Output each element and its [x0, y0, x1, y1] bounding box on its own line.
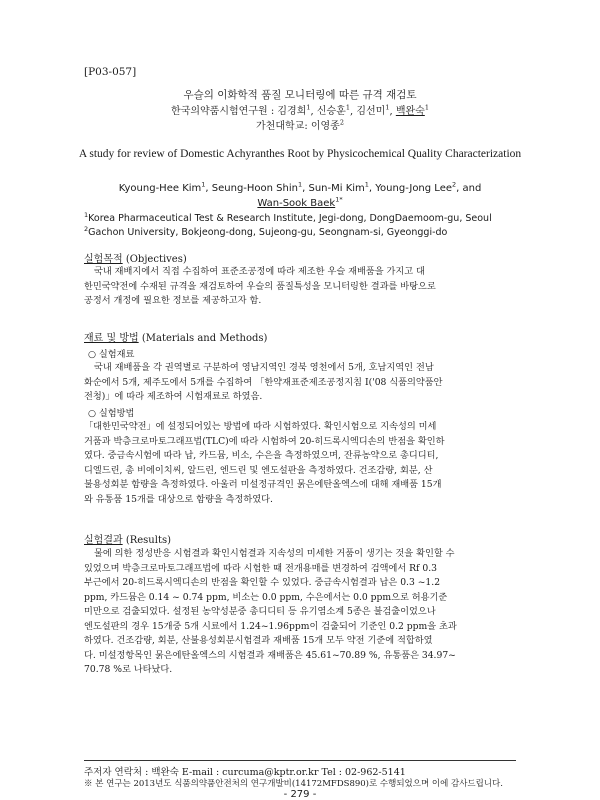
materials-line: 국내 재배품을 각 권역별로 구분하여 영남지역인 경북 영천에서 5개, 호남지역인 전남 [94, 362, 434, 373]
korean-second-affil-text: 가천대학교: 이영종 [256, 121, 340, 132]
abstract-code: [P03-057] [84, 66, 137, 78]
title-english: A study for review of Domestic Achyranthes Root by Physicochemical Quality Characterization [78, 148, 522, 160]
affiliation-1-sup: 1 [84, 210, 89, 219]
title-korean: 우슬의 이화학적 품질 모니터링에 따른 규격 재검토 [183, 89, 417, 101]
page-number: - 279 - [283, 789, 317, 800]
korean-second-affil-sup: 2 [339, 118, 344, 127]
methods-line: 디엘드린, 총 비에이치씨, 알드린, 엔드린 및 엔도설판을 측정하였다. 건조감량, 회분, 산 [84, 464, 433, 476]
korean-authors-line [0, 102, 600, 117]
results-heading-ko: 실험결과 [84, 535, 123, 546]
footer-divider [84, 760, 516, 761]
affiliation-1-text: Korea Pharmaceutical Test & Research Institute, Jegi-dong, DongDaemoom-gu, Seoul [88, 213, 492, 224]
english-authors [60, 181, 540, 211]
results-line: 물에 의한 정성반응 시험결과 확인시험결과 지속성의 미세한 거품이 생기는 것을 확인할 수 [94, 548, 455, 559]
affiliation-2 [84, 224, 524, 238]
results-line: 엔도설판의 경우 15개중 5개 시료에서 1.24~1.96ppm이 검출되어 기준인 0.2 ppm을 초과 [84, 620, 457, 632]
korean-author-sup-3: 1 [385, 103, 390, 112]
objectives-line: 공정서 개정에 필요한 정보를 제공하고자 함. [84, 295, 262, 306]
materials-bullet: ○ 실험재료 [88, 349, 135, 360]
results-line: 다. 미설정항목인 묽은에탄올엑스의 시험결과 재배품은 45.61~70.89 %, 유통품은 34.97~ [84, 649, 456, 661]
methods-body [84, 420, 516, 507]
affiliation-2-text: Gachon University, Bokjeong-dong, Sujeong-gu, Seongnam-si, Gyeonggi-do [88, 227, 448, 238]
author-and: , and [456, 183, 482, 194]
contact-line: 주저자 연락처 : 백완숙 E-mail : curcuma@kptr.or.kr Tel : 02-962-5141 [84, 767, 406, 778]
korean-authors-text: 한국의약품시험연구원 : 김경희 [171, 106, 307, 117]
author-4-sup: 2 [452, 180, 457, 189]
corresponding-author: Wan-Sook Baek [257, 198, 336, 209]
author-2-sup: 1 [297, 180, 303, 189]
results-heading [84, 531, 171, 546]
corresponding-author-sup: 1* [335, 195, 343, 204]
korean-author-sup-2: 1 [345, 103, 350, 112]
korean-authors-sep-1: , 신승훈 [310, 106, 346, 117]
results-line: 미만으로 검출되었다. 설정된 농약성분중 총디디티 등 유기염소계 5종은 불검출이었으나 [84, 606, 436, 617]
results-line: 하였다. 건조감량, 회분, 산불용성회분시험결과 재배품 15개 모두 약전 기준에 적합하였 [84, 635, 433, 646]
methods-line: 였다. 중금속시험에 따라 납, 카드뮴, 비소, 수은을 측정하였으며, 잔류농약으로 총디디티, [84, 450, 439, 461]
materials-line: 전청)」에 따라 제조하여 시험재료로 하였음. [84, 391, 263, 402]
author-4: , Young-Jong Lee [368, 183, 452, 194]
results-line: 70.78 %로 나타났다. [84, 664, 173, 675]
objectives-heading [84, 250, 187, 265]
objectives-line: 국내 재배지에서 직접 수집하여 표준조공정에 따라 제조한 우슬 재배품을 가지고 대 [94, 266, 425, 277]
results-heading-en: (Results) [122, 535, 171, 546]
author-2: , Seung-Hoon Shin [205, 183, 298, 194]
results-line: 있었으며 박층크로마토그래프법에 따라 시험한 때 전개용매를 변경하여 검액에서 Rf 0.3 [84, 562, 437, 574]
materials-line: 화순에서 5개, 제주도에서 5개를 수집하여 「한약재표준제조공정지침 I('08 식품의약품안 [84, 376, 443, 388]
objectives-heading-en: (Objectives) [122, 254, 187, 265]
methods-heading-en: (Materials and Methods) [138, 333, 268, 344]
author-1-sup: 1 [201, 180, 206, 189]
results-line: ppm, 카드뮴은 0.14 ~ 0.74 ppm, 비소는 0.0 ppm, 수은에서는 0.0 ppm으로 허용기준 [84, 591, 448, 603]
korean-corresponding-author: 백완숙 [395, 106, 425, 117]
korean-second-affiliation [0, 117, 600, 132]
funding-note: ※ 본 연구는 2013년도 식품의약품안전처의 연구개발비(14172MFDS890)로 수행되었으며 이에 감사드립니다. [84, 779, 503, 789]
korean-authors-sep-3: , [389, 106, 396, 117]
results-line: 부근에서 20-히드록시엑디손의 반점을 확인할 수 있었다. 중금속시험결과 납은 0.3 ~1.2 [84, 577, 441, 588]
methods-line: 불용성회분 함량을 측정하였다. 아울러 미설정규격인 묽은에탄올엑스에 대해 재배품 15개 [84, 479, 442, 490]
affiliation-2-sup: 2 [84, 224, 89, 233]
methods-line: 와 유통품 15개를 대상으로 함량을 측정하였다. [84, 493, 273, 505]
affiliation-1 [84, 210, 524, 224]
korean-authors-sep-2: , 김선미 [349, 106, 386, 117]
materials-body [84, 361, 516, 405]
author-1: Kyoung-Hee Kim [118, 183, 202, 194]
korean-author-sup-4: 1 [424, 103, 429, 112]
methods-bullet: ○ 실험방법 [88, 408, 135, 419]
methods-heading-ko: 재료 및 방법 [84, 333, 139, 344]
results-body [84, 547, 516, 678]
objectives-body [84, 265, 516, 309]
objectives-heading-ko: 실험목적 [84, 254, 123, 265]
methods-line: 거품과 박층크로마토그래프법(TLC)에 따라 시험하여 20-히드록시엑디손의 반점을 확인하 [84, 435, 445, 447]
author-3: , Sun-Mi Kim [302, 183, 365, 194]
methods-heading [84, 329, 267, 344]
objectives-line: 한민국약전에 수재된 규격을 재검토하여 우슬의 품질특성을 모니터링한 결과를 바탕으로 [84, 280, 436, 292]
methods-line: 「대한민국약전」에 설정되어있는 방법에 따라 시험하였다. 확인시험으로 지속성의 미세 [84, 421, 437, 432]
author-3-sup: 1 [364, 180, 369, 189]
korean-author-sup-1: 1 [306, 103, 311, 112]
